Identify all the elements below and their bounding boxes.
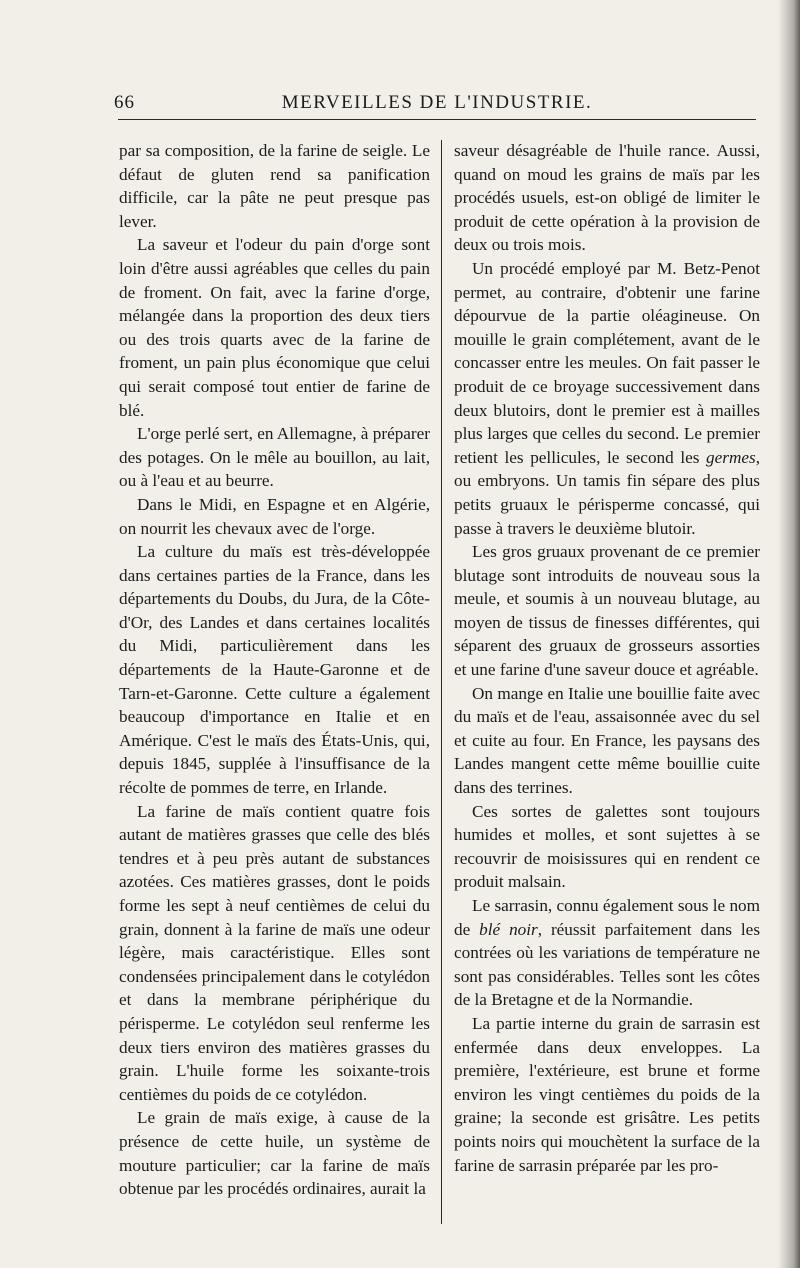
paragraph: saveur désagréable de l'huile rance. Aussi, quand on moud les grains de maïs par les procédés usuels, est-on obligé de limiter le produit de cette opération à la provision de deux ou trois mois. xyxy=(454,141,760,255)
page-header xyxy=(114,92,760,122)
running-title: MERVEILLES DE L'INDUSTRIE. xyxy=(281,92,593,113)
left-column xyxy=(119,139,430,1201)
page-number: 66 xyxy=(114,92,135,113)
paragraph: Dans le Midi, en Espagne et en Algérie, on nourrit les chevaux avec de l'orge. xyxy=(119,494,430,538)
paragraph: par sa composition, de la farine de seigle. Le défaut de gluten rend sa panification difficile, car la pâte ne peut presque pas lever. xyxy=(119,141,430,231)
paragraph-text: Un procédé employé par M. Betz-Penot permet, au contraire, d'obtenir une farine dépourvue de la partie oléagineuse. On mouille le grain complétement, avant de le concasser entre les meules. On fait passer le produit de ce broyage successivement dans deux blutoirs, dont le premier est à mailles plus larges que celles du second. Le premier retient les pellicules, le second les xyxy=(454,258,760,467)
paragraph: Les gros gruaux provenant de ce premier blutage sont introduits de nouveau sous la meule, et soumis à un nouveau blutage, au moyen de tissus de finesses différentes, qui séparent des gruaux de grosseurs assorties et une farine d'une saveur douce et agréable. xyxy=(454,542,760,680)
paragraph: La partie interne du grain de sarrasin est enfermée dans deux enveloppes. La première, l'extérieure, est brune et forme environ les vingt centièmes du poids de la graine; la seconde est grisâtre. Les petits points noirs qui mouchètent la surface de la farine de sarrasin préparée par les pro- xyxy=(454,1013,760,1175)
paragraph: On mange en Italie une bouillie faite avec du maïs et de l'eau, assaisonnée avec du sel et cuite au four. En France, les paysans des Landes mangent cette même bouillie cuite dans des terrines. xyxy=(454,683,760,798)
paragraph xyxy=(454,894,760,1012)
paragraph: Ces sortes de galettes sont toujours humides et molles, et sont sujettes à se recouvrir de moisissures qui en rendent ce produit malsain. xyxy=(454,801,760,892)
paragraph-text: , ou embryons. Un tamis fin sépare des plus petits gruaux le périsperme concassé, qui passe à travers le deuxième blutoir. xyxy=(454,447,760,538)
paragraph: L'orge perlé sert, en Allemagne, à préparer des potages. On le mêle au bouillon, au lait, ou à l'eau et au beurre. xyxy=(119,424,430,491)
page-edge-shadow xyxy=(778,0,800,1268)
paragraph: Le grain de maïs exige, à cause de la présence de cette huile, un système de mouture particulier; car la farine de maïs obtenue par les procédés ordinaires, aurait la xyxy=(119,1108,430,1199)
paragraph-text: Le sarrasin, connu également sous le nom de xyxy=(454,896,760,939)
paragraph xyxy=(454,257,760,540)
paragraph: La farine de maïs contient quatre fois autant de matières grasses que celle des blés tendres et à peu près autant de substances azotées. Ces matières grasses, dont le poids forme les sept à neuf centièmes de celui du grain, donnent à la farine de maïs une odeur légère, mais caractéristique. Elles sont condensées principalement dans le cotylédon et dans la membrane périphérique du périsperme. Le cotylédon seul renferme les deux tiers environ des matières grasses du grain. L'huile forme les soixante-trois centièmes du poids de ce cotylédon. xyxy=(119,801,430,1104)
right-column xyxy=(454,139,760,1177)
emphasis: germes xyxy=(706,447,756,467)
emphasis: blé noir xyxy=(479,919,538,939)
paragraph: La saveur et l'odeur du pain d'orge sont loin d'être aussi agréables que celles du pain de froment. On fait, avec la farine d'orge, mélangée dans la proportion des deux tiers ou des trois quarts avec de la farine de froment, un pain plus économique que celui qui serait composé tout entier de farine de blé. xyxy=(119,235,430,420)
paragraph-text: , réussit parfaitement dans les contrées où les variations de température ne sont pas considérables. Telles sont les côtes de la Bretagne et de la Normandie. xyxy=(454,919,761,1010)
header-rule xyxy=(118,119,756,120)
column-divider xyxy=(441,140,442,1224)
paragraph: La culture du maïs est très-développée dans certaines parties de la France, dans les départements du Doubs, du Jura, de la Côte-d'Or, des Landes et dans certaines localités du Midi, particulièrement dans les départements de la Haute-Garonne et de Tarn-et-Garonne. Cette culture a également beaucoup d'importance en Italie et en Amérique. C'est le maïs des États-Unis, qui, depuis 1845, supplée à l'insuffisance de la récolte de pommes de terre, en Irlande. xyxy=(119,542,430,798)
